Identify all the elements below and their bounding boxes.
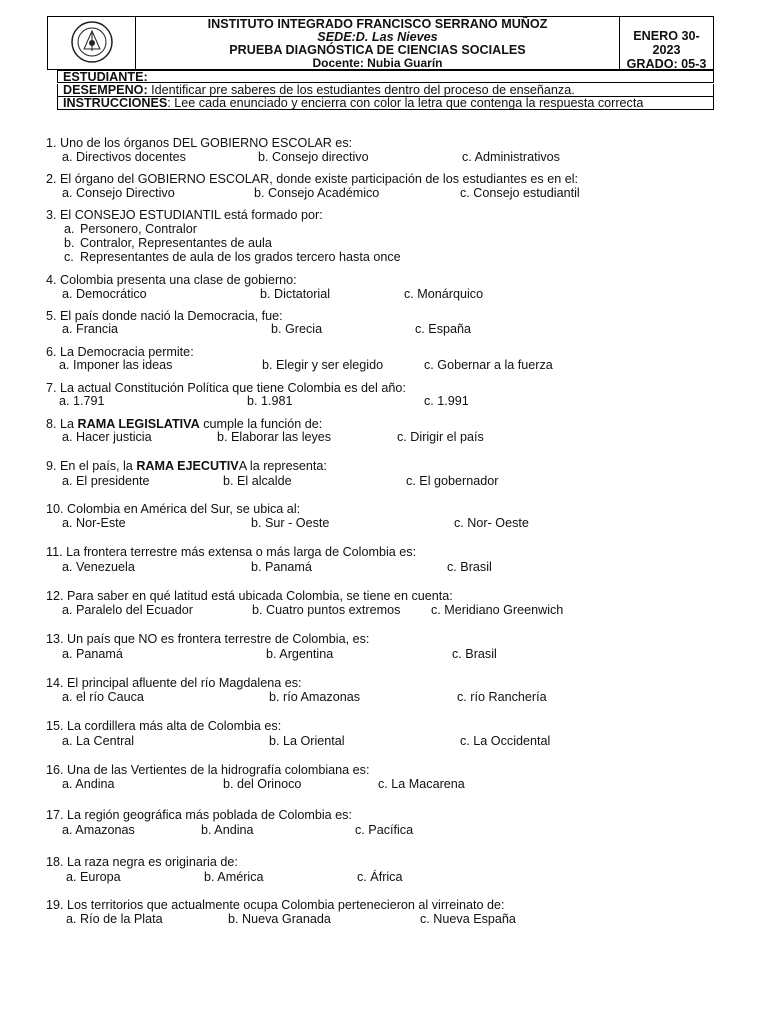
question-12: 12. Para saber en qué latitud está ubicada Colombia, se tiene en cuenta: — [46, 589, 453, 603]
q7-option-a[interactable]: a. 1.791 — [59, 394, 105, 408]
performance-label: DESEMPEÑO: — [63, 84, 148, 97]
q3-option-a[interactable] — [64, 222, 197, 236]
q9-text-post: A la representa: — [238, 459, 327, 473]
school-sede: SEDE:D. Las Nieves — [317, 30, 438, 44]
q4-option-a[interactable]: a. Democrático — [62, 287, 147, 301]
question-10: 10. Colombia en América del Sur, se ubica al: — [46, 502, 301, 516]
question-19: 19. Los territorios que actualmente ocupa Colombia pertenecieron al virreinato de: — [46, 898, 505, 912]
q13-option-b[interactable]: b. Argentina — [266, 647, 334, 661]
teacher-name: Docente: Nubia Guarín — [312, 56, 443, 70]
q11-option-b[interactable]: b. Panamá — [251, 560, 312, 574]
q14-option-b[interactable]: b. río Amazonas — [269, 690, 361, 704]
performance-row — [57, 84, 714, 97]
question-5: 5. El país donde nació la Democracia, fue: — [46, 309, 283, 323]
q6-option-a[interactable]: a. Imponer las ideas — [59, 358, 173, 372]
question-13: 13. Un país que NO es frontera terrestre de Colombia, es: — [46, 632, 370, 646]
exam-title: PRUEBA DIAGNÓSTICA DE CIENCIAS SOCIALES — [229, 43, 526, 57]
question-7: 7. La actual Constitución Política que tiene Colombia es del año: — [46, 381, 406, 395]
q11-option-c[interactable]: c. Brasil — [447, 560, 492, 574]
q5-option-c[interactable]: c. España — [415, 322, 472, 336]
school-logo-cell — [48, 17, 136, 69]
q2-option-c[interactable]: c. Consejo estudiantil — [460, 186, 580, 200]
q12-option-b[interactable]: b. Cuatro puntos extremos — [252, 603, 401, 617]
q5-option-a[interactable]: a. Francia — [62, 322, 118, 336]
q11-option-a[interactable]: a. Venezuela — [62, 560, 135, 574]
header-title-cell — [136, 17, 620, 69]
q8-text-pre: 8. La — [46, 417, 78, 431]
q18-option-b[interactable]: b. América — [204, 870, 264, 884]
student-label: ESTUDIANTE: — [63, 70, 148, 83]
question-6: 6. La Democracia permite: — [46, 345, 194, 359]
q15-option-a[interactable]: a. La Central — [62, 734, 135, 748]
q6-option-b[interactable]: b. Elegir y ser elegido — [262, 358, 384, 372]
question-1: 1. Uno de los órganos DEL GOBIERNO ESCOLAR es: — [46, 136, 353, 150]
q8-option-b[interactable]: b. Elaborar las leyes — [217, 430, 332, 444]
q8-option-c[interactable]: c. Dirigir el país — [397, 430, 484, 444]
question-9 — [46, 459, 327, 473]
q15-option-b[interactable]: b. La Oriental — [269, 734, 345, 748]
q7-option-b[interactable]: b. 1.981 — [247, 394, 293, 408]
question-18: 18. La raza negra es originaria de: — [46, 855, 238, 869]
q8-text-post: cumple la función de: — [199, 417, 323, 431]
q9-option-b[interactable]: b. El alcalde — [223, 474, 292, 488]
q2-option-b[interactable]: b. Consejo Académico — [254, 186, 380, 200]
question-2: 2. El órgano del GOBIERNO ESCOLAR, donde existe participación de los estudiantes es en el: — [46, 172, 579, 186]
question-4: 4. Colombia presenta una clase de gobierno: — [46, 273, 297, 287]
q4-option-b[interactable]: b. Dictatorial — [260, 287, 330, 301]
instructions-label: INSTRUCCIONES — [63, 97, 168, 110]
q14-option-c[interactable]: c. río Ranchería — [457, 690, 547, 704]
q9-option-c[interactable]: c. El gobernador — [406, 474, 499, 488]
question-14: 14. El principal afluente del río Magdalena es: — [46, 676, 302, 690]
question-8 — [46, 417, 322, 431]
instructions-text: : Lee cada enunciado y encierra con color la letra que contenga la respuesta correcta — [167, 97, 644, 110]
q19-option-c[interactable]: c. Nueva España — [420, 912, 516, 926]
q12-option-c[interactable]: c. Meridiano Greenwich — [431, 603, 564, 617]
q13-option-c[interactable]: c. Brasil — [452, 647, 497, 661]
q3-option-a-letter: a. — [64, 222, 75, 236]
q17-option-b[interactable]: b. Andina — [201, 823, 254, 837]
q1-option-b[interactable]: b. Consejo directivo — [258, 150, 369, 164]
q19-option-a[interactable]: a. Río de la Plata — [66, 912, 163, 926]
q9-text-pre: 9. En el país, la — [46, 459, 137, 473]
exam-grade: GRADO: 05-3 — [626, 57, 707, 71]
school-name: INSTITUTO INTEGRADO FRANCISCO SERRANO MUÑOZ — [207, 17, 548, 31]
question-3: 3. El CONSEJO ESTUDIANTIL está formado por: — [46, 208, 323, 222]
q1-option-a[interactable]: a. Directivos docentes — [62, 150, 186, 164]
q3-option-a-text: Personero, Contralor — [80, 222, 197, 236]
q3-option-b-letter: b. — [64, 236, 75, 250]
q8-option-a[interactable]: a. Hacer justicia — [62, 430, 152, 444]
q18-option-c[interactable]: c. África — [357, 870, 403, 884]
q19-option-b[interactable]: b. Nueva Granada — [228, 912, 331, 926]
student-row[interactable] — [57, 70, 714, 83]
q10-option-b[interactable]: b. Sur - Oeste — [251, 516, 330, 530]
exam-date: ENERO 30-2023 — [633, 29, 700, 57]
q4-option-c[interactable]: c. Monárquico — [404, 287, 484, 301]
performance-text: Identificar pre saberes de los estudiantes dentro del proceso de enseñanza. — [147, 84, 575, 97]
school-seal-icon — [70, 19, 114, 65]
q18-option-a[interactable]: a. Europa — [66, 870, 121, 884]
q15-option-c[interactable]: c. La Occidental — [460, 734, 551, 748]
q10-option-a[interactable]: a. Nor-Este — [62, 516, 126, 530]
q16-option-a[interactable]: a. Andina — [62, 777, 115, 791]
instructions-row — [57, 97, 714, 110]
question-11: 11. La frontera terrestre más extensa o más larga de Colombia es: — [46, 545, 417, 559]
q12-option-a[interactable]: a. Paralelo del Ecuador — [62, 603, 193, 617]
q3-option-c-letter: c. — [64, 250, 74, 264]
q17-option-a[interactable]: a. Amazonas — [62, 823, 135, 837]
q3-option-b-text: Contralor, Representantes de aula — [80, 236, 272, 250]
question-15: 15. La cordillera más alta de Colombia es: — [46, 719, 282, 733]
q1-option-c[interactable]: c. Administrativos — [462, 150, 560, 164]
q3-option-c[interactable] — [64, 250, 401, 264]
q7-option-c[interactable]: c. 1.991 — [424, 394, 469, 408]
q10-option-c[interactable]: c. Nor- Oeste — [454, 516, 529, 530]
q14-option-a[interactable]: a. el río Cauca — [62, 690, 144, 704]
q16-option-c[interactable]: c. La Macarena — [378, 777, 465, 791]
header-date-cell — [620, 17, 713, 69]
q17-option-c[interactable]: c. Pacífica — [355, 823, 414, 837]
q3-option-b[interactable] — [64, 236, 272, 250]
q13-option-a[interactable]: a. Panamá — [62, 647, 123, 661]
q9-option-a[interactable]: a. El presidente — [62, 474, 150, 488]
q3-option-c-text: Representantes de aula de los grados tercero hasta once — [80, 250, 401, 264]
q9-text-bold: RAMA EJECUTIV — [136, 459, 239, 473]
q2-option-a[interactable]: a. Consejo Directivo — [62, 186, 175, 200]
q5-option-b[interactable]: b. Grecia — [271, 322, 323, 336]
question-17: 17. La región geográfica más poblada de Colombia es: — [46, 808, 352, 822]
question-16: 16. Una de las Vertientes de la hidrografía colombiana es: — [46, 763, 370, 777]
header-table — [47, 16, 714, 70]
q6-option-c[interactable]: c. Gobernar a la fuerza — [424, 358, 553, 372]
q16-option-b[interactable]: b. del Orinoco — [223, 777, 302, 791]
q8-text-bold: RAMA LEGISLATIVA — [77, 417, 200, 431]
